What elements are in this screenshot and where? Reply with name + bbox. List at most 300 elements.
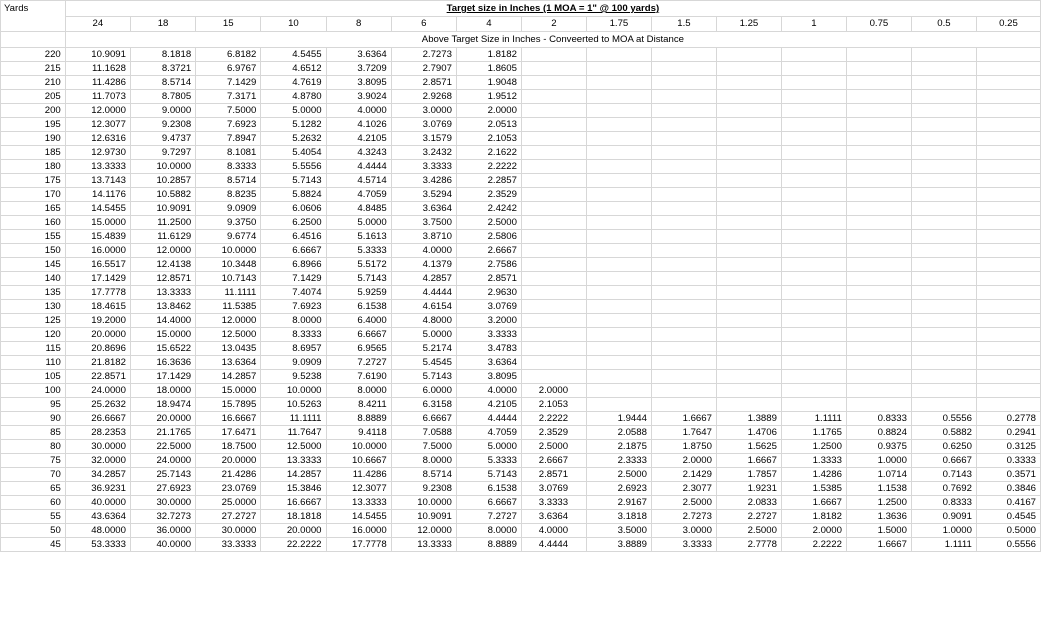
moa-value-cell[interactable]: 8.1818 (130, 48, 195, 62)
moa-value-cell[interactable] (586, 328, 651, 342)
target-size-header-cell[interactable]: 0.75 (846, 17, 911, 32)
moa-value-cell[interactable]: 6.3158 (391, 398, 456, 412)
moa-value-cell[interactable]: 2.5000 (716, 524, 781, 538)
moa-value-cell[interactable]: 1.0714 (846, 468, 911, 482)
moa-value-cell[interactable]: 0.2941 (976, 426, 1040, 440)
moa-value-cell[interactable]: 4.0000 (521, 524, 586, 538)
moa-value-cell[interactable]: 20.0000 (261, 524, 326, 538)
moa-value-cell[interactable] (976, 48, 1040, 62)
moa-value-cell[interactable] (651, 286, 716, 300)
moa-value-cell[interactable] (716, 258, 781, 272)
moa-value-cell[interactable] (846, 174, 911, 188)
moa-value-cell[interactable] (521, 62, 586, 76)
moa-value-cell[interactable]: 4.2105 (326, 132, 391, 146)
target-size-header-cell[interactable]: 8 (326, 17, 391, 32)
moa-value-cell[interactable]: 0.8333 (846, 412, 911, 426)
moa-value-cell[interactable]: 2.1622 (456, 146, 521, 160)
moa-value-cell[interactable] (781, 202, 846, 216)
moa-value-cell[interactable] (716, 62, 781, 76)
moa-value-cell[interactable]: 2.2727 (716, 510, 781, 524)
moa-value-cell[interactable]: 2.0513 (456, 118, 521, 132)
moa-value-cell[interactable]: 17.7778 (65, 286, 130, 300)
moa-value-cell[interactable]: 8.8235 (196, 188, 261, 202)
moa-value-cell[interactable]: 10.7143 (196, 272, 261, 286)
moa-value-cell[interactable] (586, 90, 651, 104)
moa-value-cell[interactable]: 7.8947 (196, 132, 261, 146)
moa-value-cell[interactable]: 22.2222 (261, 538, 326, 552)
moa-value-cell[interactable]: 14.2857 (261, 468, 326, 482)
moa-value-cell[interactable] (651, 188, 716, 202)
moa-value-cell[interactable]: 2.3077 (651, 482, 716, 496)
target-size-header-cell[interactable]: 1.75 (586, 17, 651, 32)
moa-value-cell[interactable]: 48.0000 (65, 524, 130, 538)
moa-value-cell[interactable]: 5.8824 (261, 188, 326, 202)
moa-value-cell[interactable]: 5.7143 (391, 370, 456, 384)
moa-value-cell[interactable] (846, 216, 911, 230)
moa-value-cell[interactable]: 6.1538 (456, 482, 521, 496)
moa-value-cell[interactable]: 30.0000 (130, 496, 195, 510)
moa-value-cell[interactable]: 9.2308 (391, 482, 456, 496)
moa-value-cell[interactable]: 43.6364 (65, 510, 130, 524)
moa-value-cell[interactable]: 13.7143 (65, 174, 130, 188)
moa-value-cell[interactable] (846, 384, 911, 398)
moa-value-cell[interactable]: 7.1429 (196, 76, 261, 90)
moa-value-cell[interactable]: 2.6667 (456, 244, 521, 258)
moa-value-cell[interactable]: 8.3721 (130, 62, 195, 76)
moa-value-cell[interactable]: 1.8182 (456, 48, 521, 62)
moa-value-cell[interactable]: 26.6667 (65, 412, 130, 426)
moa-value-cell[interactable]: 1.1111 (781, 412, 846, 426)
moa-value-cell[interactable] (846, 314, 911, 328)
moa-value-cell[interactable] (651, 258, 716, 272)
moa-value-cell[interactable] (521, 328, 586, 342)
moa-value-cell[interactable]: 1.9444 (586, 412, 651, 426)
moa-value-cell[interactable] (521, 370, 586, 384)
moa-value-cell[interactable]: 10.9091 (391, 510, 456, 524)
moa-value-cell[interactable]: 3.4286 (391, 174, 456, 188)
moa-value-cell[interactable]: 5.1282 (261, 118, 326, 132)
moa-value-cell[interactable]: 15.7895 (196, 398, 261, 412)
moa-value-cell[interactable]: 13.3333 (261, 454, 326, 468)
moa-value-cell[interactable]: 15.3846 (261, 482, 326, 496)
moa-value-cell[interactable] (521, 286, 586, 300)
moa-value-cell[interactable] (521, 216, 586, 230)
moa-value-cell[interactable]: 2.5000 (456, 216, 521, 230)
moa-value-cell[interactable]: 3.0769 (521, 482, 586, 496)
moa-value-cell[interactable]: 6.8966 (261, 258, 326, 272)
moa-value-cell[interactable] (716, 188, 781, 202)
moa-value-cell[interactable]: 4.1379 (391, 258, 456, 272)
yards-cell[interactable]: 195 (1, 118, 66, 132)
moa-value-cell[interactable] (911, 104, 976, 118)
moa-value-cell[interactable] (911, 398, 976, 412)
moa-value-cell[interactable]: 20.8696 (65, 342, 130, 356)
moa-value-cell[interactable]: 4.8780 (261, 90, 326, 104)
moa-value-cell[interactable]: 2.8571 (391, 76, 456, 90)
moa-value-cell[interactable]: 5.7143 (261, 174, 326, 188)
moa-value-cell[interactable]: 4.1026 (326, 118, 391, 132)
moa-value-cell[interactable] (521, 160, 586, 174)
moa-value-cell[interactable] (586, 174, 651, 188)
moa-value-cell[interactable]: 3.7500 (391, 216, 456, 230)
moa-value-cell[interactable]: 2.1875 (586, 440, 651, 454)
moa-value-cell[interactable] (976, 300, 1040, 314)
moa-value-cell[interactable] (976, 286, 1040, 300)
moa-value-cell[interactable]: 6.6667 (261, 244, 326, 258)
moa-value-cell[interactable] (911, 146, 976, 160)
moa-value-cell[interactable]: 8.4211 (326, 398, 391, 412)
moa-value-cell[interactable] (651, 132, 716, 146)
moa-value-cell[interactable]: 3.3333 (651, 538, 716, 552)
moa-value-cell[interactable]: 2.0833 (716, 496, 781, 510)
moa-value-cell[interactable] (911, 314, 976, 328)
moa-value-cell[interactable] (586, 132, 651, 146)
moa-value-cell[interactable] (976, 174, 1040, 188)
moa-value-cell[interactable]: 10.6667 (326, 454, 391, 468)
moa-value-cell[interactable] (651, 174, 716, 188)
moa-value-cell[interactable]: 2.0588 (586, 426, 651, 440)
moa-value-cell[interactable]: 1.1538 (846, 482, 911, 496)
moa-value-cell[interactable]: 12.0000 (130, 244, 195, 258)
moa-value-cell[interactable]: 8.7805 (130, 90, 195, 104)
moa-value-cell[interactable]: 10.0000 (196, 244, 261, 258)
moa-value-cell[interactable]: 0.2778 (976, 412, 1040, 426)
moa-value-cell[interactable] (716, 174, 781, 188)
moa-value-cell[interactable] (781, 328, 846, 342)
moa-value-cell[interactable]: 3.6364 (391, 202, 456, 216)
moa-value-cell[interactable] (911, 76, 976, 90)
moa-value-cell[interactable] (781, 342, 846, 356)
moa-value-cell[interactable]: 5.7143 (326, 272, 391, 286)
moa-value-cell[interactable] (846, 160, 911, 174)
moa-value-cell[interactable] (976, 62, 1040, 76)
moa-value-cell[interactable]: 2.8571 (456, 272, 521, 286)
moa-value-cell[interactable]: 12.5000 (261, 440, 326, 454)
moa-value-cell[interactable] (976, 104, 1040, 118)
moa-value-cell[interactable]: 20.0000 (130, 412, 195, 426)
moa-value-cell[interactable] (781, 300, 846, 314)
moa-value-cell[interactable] (586, 188, 651, 202)
moa-value-cell[interactable] (911, 342, 976, 356)
moa-value-cell[interactable]: 15.0000 (196, 384, 261, 398)
moa-value-cell[interactable]: 0.8824 (846, 426, 911, 440)
moa-value-cell[interactable]: 36.0000 (130, 524, 195, 538)
yards-cell[interactable]: 90 (1, 412, 66, 426)
target-size-header-cell[interactable]: 0.25 (976, 17, 1040, 32)
moa-value-cell[interactable] (521, 202, 586, 216)
moa-value-cell[interactable] (911, 356, 976, 370)
moa-value-cell[interactable] (781, 104, 846, 118)
moa-value-cell[interactable]: 7.4074 (261, 286, 326, 300)
moa-value-cell[interactable] (716, 230, 781, 244)
moa-value-cell[interactable]: 4.5455 (261, 48, 326, 62)
moa-value-cell[interactable] (911, 370, 976, 384)
moa-value-cell[interactable]: 4.4444 (521, 538, 586, 552)
moa-value-cell[interactable]: 7.6923 (196, 118, 261, 132)
moa-value-cell[interactable]: 2.3333 (586, 454, 651, 468)
yards-cell[interactable]: 60 (1, 496, 66, 510)
moa-value-cell[interactable]: 14.2857 (196, 370, 261, 384)
moa-value-cell[interactable] (716, 370, 781, 384)
moa-value-cell[interactable] (586, 356, 651, 370)
moa-value-cell[interactable]: 5.4054 (261, 146, 326, 160)
moa-value-cell[interactable] (976, 370, 1040, 384)
moa-value-cell[interactable] (781, 356, 846, 370)
moa-value-cell[interactable] (911, 62, 976, 76)
yards-cell[interactable]: 130 (1, 300, 66, 314)
moa-value-cell[interactable]: 0.4545 (976, 510, 1040, 524)
moa-value-cell[interactable]: 2.2857 (456, 174, 521, 188)
yards-cell[interactable]: 175 (1, 174, 66, 188)
moa-value-cell[interactable]: 10.9091 (65, 48, 130, 62)
moa-value-cell[interactable]: 5.5556 (261, 160, 326, 174)
yards-header-cell[interactable]: Yards (1, 1, 66, 32)
moa-value-cell[interactable]: 3.3333 (521, 496, 586, 510)
moa-value-cell[interactable]: 3.6364 (456, 356, 521, 370)
moa-value-cell[interactable]: 11.1111 (261, 412, 326, 426)
moa-value-cell[interactable]: 24.0000 (65, 384, 130, 398)
moa-value-cell[interactable] (846, 118, 911, 132)
moa-value-cell[interactable]: 0.3571 (976, 468, 1040, 482)
moa-value-cell[interactable]: 6.2500 (261, 216, 326, 230)
moa-value-cell[interactable]: 16.0000 (65, 244, 130, 258)
moa-value-cell[interactable] (911, 384, 976, 398)
moa-value-cell[interactable]: 13.3333 (391, 538, 456, 552)
moa-value-cell[interactable]: 5.2174 (391, 342, 456, 356)
moa-value-cell[interactable] (651, 272, 716, 286)
moa-value-cell[interactable] (781, 230, 846, 244)
yards-cell[interactable]: 200 (1, 104, 66, 118)
moa-value-cell[interactable]: 7.2727 (456, 510, 521, 524)
moa-value-cell[interactable]: 7.5000 (196, 104, 261, 118)
moa-value-cell[interactable] (976, 398, 1040, 412)
moa-value-cell[interactable]: 9.7297 (130, 146, 195, 160)
moa-value-cell[interactable] (651, 146, 716, 160)
moa-value-cell[interactable]: 16.6667 (196, 412, 261, 426)
moa-value-cell[interactable] (846, 356, 911, 370)
moa-value-cell[interactable]: 0.3333 (976, 454, 1040, 468)
moa-value-cell[interactable] (846, 300, 911, 314)
moa-value-cell[interactable] (911, 132, 976, 146)
moa-value-cell[interactable]: 1.7857 (716, 468, 781, 482)
moa-value-cell[interactable] (911, 188, 976, 202)
moa-value-cell[interactable]: 2.0000 (781, 524, 846, 538)
yards-cell[interactable]: 220 (1, 48, 66, 62)
moa-value-cell[interactable]: 8.6957 (261, 342, 326, 356)
moa-value-cell[interactable] (716, 48, 781, 62)
moa-value-cell[interactable]: 18.9474 (130, 398, 195, 412)
yards-cell[interactable]: 85 (1, 426, 66, 440)
moa-value-cell[interactable]: 27.2727 (196, 510, 261, 524)
moa-value-cell[interactable]: 21.8182 (65, 356, 130, 370)
moa-value-cell[interactable] (846, 48, 911, 62)
moa-value-cell[interactable]: 5.7143 (456, 468, 521, 482)
moa-value-cell[interactable]: 5.9259 (326, 286, 391, 300)
moa-value-cell[interactable]: 16.6667 (261, 496, 326, 510)
moa-value-cell[interactable]: 13.3333 (326, 496, 391, 510)
moa-value-cell[interactable] (781, 244, 846, 258)
moa-value-cell[interactable]: 4.2857 (391, 272, 456, 286)
moa-value-cell[interactable]: 11.1111 (196, 286, 261, 300)
moa-value-cell[interactable]: 6.6667 (456, 496, 521, 510)
moa-value-cell[interactable]: 4.0000 (391, 244, 456, 258)
moa-value-cell[interactable]: 0.5882 (911, 426, 976, 440)
moa-value-cell[interactable] (586, 286, 651, 300)
moa-value-cell[interactable] (521, 118, 586, 132)
moa-value-cell[interactable]: 2.2222 (456, 160, 521, 174)
moa-value-cell[interactable] (521, 90, 586, 104)
moa-value-cell[interactable]: 5.1613 (326, 230, 391, 244)
moa-value-cell[interactable]: 2.5000 (651, 496, 716, 510)
moa-value-cell[interactable] (651, 230, 716, 244)
yards-cell[interactable]: 120 (1, 328, 66, 342)
moa-value-cell[interactable] (781, 174, 846, 188)
moa-value-cell[interactable] (846, 188, 911, 202)
moa-value-cell[interactable]: 25.7143 (130, 468, 195, 482)
moa-value-cell[interactable]: 3.8710 (391, 230, 456, 244)
yards-cell[interactable]: 160 (1, 216, 66, 230)
yards-cell[interactable]: 75 (1, 454, 66, 468)
yards-cell[interactable]: 135 (1, 286, 66, 300)
moa-value-cell[interactable]: 8.5714 (391, 468, 456, 482)
moa-value-cell[interactable] (846, 258, 911, 272)
yards-cell[interactable]: 170 (1, 188, 66, 202)
moa-value-cell[interactable] (586, 62, 651, 76)
moa-value-cell[interactable] (521, 272, 586, 286)
target-size-header-cell[interactable]: 15 (196, 17, 261, 32)
moa-value-cell[interactable]: 11.1628 (65, 62, 130, 76)
moa-value-cell[interactable]: 13.3333 (130, 286, 195, 300)
moa-value-cell[interactable] (521, 132, 586, 146)
moa-value-cell[interactable]: 2.7586 (456, 258, 521, 272)
moa-value-cell[interactable]: 1.9512 (456, 90, 521, 104)
moa-value-cell[interactable]: 3.0000 (391, 104, 456, 118)
moa-value-cell[interactable] (716, 146, 781, 160)
yards-cell[interactable]: 185 (1, 146, 66, 160)
moa-value-cell[interactable] (781, 188, 846, 202)
moa-value-cell[interactable]: 0.6667 (911, 454, 976, 468)
moa-value-cell[interactable]: 2.3529 (456, 188, 521, 202)
moa-value-cell[interactable] (716, 342, 781, 356)
moa-value-cell[interactable] (781, 216, 846, 230)
moa-value-cell[interactable]: 25.0000 (196, 496, 261, 510)
moa-value-cell[interactable] (586, 384, 651, 398)
moa-value-cell[interactable]: 3.6364 (326, 48, 391, 62)
moa-value-cell[interactable] (781, 48, 846, 62)
moa-value-cell[interactable] (781, 160, 846, 174)
moa-value-cell[interactable] (586, 216, 651, 230)
moa-value-cell[interactable] (976, 118, 1040, 132)
moa-value-cell[interactable]: 10.2857 (130, 174, 195, 188)
moa-value-cell[interactable] (781, 62, 846, 76)
moa-value-cell[interactable]: 3.5294 (391, 188, 456, 202)
moa-value-cell[interactable]: 32.7273 (130, 510, 195, 524)
target-size-header-cell[interactable]: 1 (781, 17, 846, 32)
moa-value-cell[interactable]: 1.5385 (781, 482, 846, 496)
moa-value-cell[interactable]: 6.6667 (326, 328, 391, 342)
moa-value-cell[interactable] (521, 104, 586, 118)
moa-value-cell[interactable]: 1.5000 (846, 524, 911, 538)
moa-value-cell[interactable] (651, 370, 716, 384)
moa-value-cell[interactable] (651, 76, 716, 90)
moa-value-cell[interactable] (976, 244, 1040, 258)
moa-value-cell[interactable]: 2.7273 (391, 48, 456, 62)
target-size-header-cell[interactable]: 18 (130, 17, 195, 32)
moa-value-cell[interactable] (586, 160, 651, 174)
moa-value-cell[interactable]: 27.6923 (130, 482, 195, 496)
moa-value-cell[interactable]: 23.0769 (196, 482, 261, 496)
moa-value-cell[interactable]: 0.9375 (846, 440, 911, 454)
moa-value-cell[interactable] (586, 258, 651, 272)
moa-value-cell[interactable]: 2.1429 (651, 468, 716, 482)
moa-value-cell[interactable]: 18.0000 (130, 384, 195, 398)
moa-value-cell[interactable] (976, 314, 1040, 328)
moa-value-cell[interactable]: 21.4286 (196, 468, 261, 482)
moa-value-cell[interactable]: 14.4000 (130, 314, 195, 328)
moa-value-cell[interactable] (976, 146, 1040, 160)
moa-value-cell[interactable]: 11.7647 (261, 426, 326, 440)
moa-value-cell[interactable]: 3.3333 (391, 160, 456, 174)
moa-value-cell[interactable]: 8.0000 (391, 454, 456, 468)
moa-value-cell[interactable] (846, 146, 911, 160)
moa-value-cell[interactable]: 11.4286 (326, 468, 391, 482)
moa-value-cell[interactable] (651, 356, 716, 370)
moa-value-cell[interactable] (651, 62, 716, 76)
moa-value-cell[interactable] (521, 356, 586, 370)
moa-value-cell[interactable]: 19.2000 (65, 314, 130, 328)
moa-value-cell[interactable] (846, 328, 911, 342)
moa-value-cell[interactable]: 0.7143 (911, 468, 976, 482)
yards-cell[interactable]: 95 (1, 398, 66, 412)
moa-value-cell[interactable] (911, 90, 976, 104)
moa-value-cell[interactable]: 9.0909 (261, 356, 326, 370)
moa-value-cell[interactable] (846, 244, 911, 258)
moa-value-cell[interactable] (781, 370, 846, 384)
moa-value-cell[interactable]: 6.8182 (196, 48, 261, 62)
moa-value-cell[interactable]: 2.0000 (521, 384, 586, 398)
moa-value-cell[interactable] (846, 272, 911, 286)
moa-value-cell[interactable]: 1.4286 (781, 468, 846, 482)
moa-value-cell[interactable]: 5.0000 (326, 216, 391, 230)
moa-value-cell[interactable]: 15.0000 (65, 216, 130, 230)
moa-value-cell[interactable]: 3.3333 (456, 328, 521, 342)
moa-value-cell[interactable] (716, 90, 781, 104)
moa-value-cell[interactable]: 13.3333 (65, 160, 130, 174)
moa-value-cell[interactable]: 4.8000 (391, 314, 456, 328)
moa-value-cell[interactable]: 34.2857 (65, 468, 130, 482)
moa-value-cell[interactable]: 53.3333 (65, 538, 130, 552)
moa-value-cell[interactable] (846, 62, 911, 76)
moa-value-cell[interactable] (846, 90, 911, 104)
moa-value-cell[interactable] (911, 48, 976, 62)
moa-value-cell[interactable] (781, 384, 846, 398)
moa-value-cell[interactable]: 36.9231 (65, 482, 130, 496)
moa-value-cell[interactable] (586, 244, 651, 258)
target-size-header-cell[interactable]: 10 (261, 17, 326, 32)
moa-value-cell[interactable] (911, 286, 976, 300)
moa-value-cell[interactable]: 1.1765 (781, 426, 846, 440)
moa-value-cell[interactable] (716, 300, 781, 314)
moa-value-cell[interactable]: 0.8333 (911, 496, 976, 510)
yards-cell[interactable]: 110 (1, 356, 66, 370)
target-size-header-cell[interactable]: 0.5 (911, 17, 976, 32)
yards-cell[interactable]: 50 (1, 524, 66, 538)
yards-cell[interactable]: 140 (1, 272, 66, 286)
moa-value-cell[interactable]: 0.5556 (976, 538, 1040, 552)
moa-value-cell[interactable] (911, 216, 976, 230)
moa-value-cell[interactable]: 10.5263 (261, 398, 326, 412)
moa-value-cell[interactable]: 8.1081 (196, 146, 261, 160)
